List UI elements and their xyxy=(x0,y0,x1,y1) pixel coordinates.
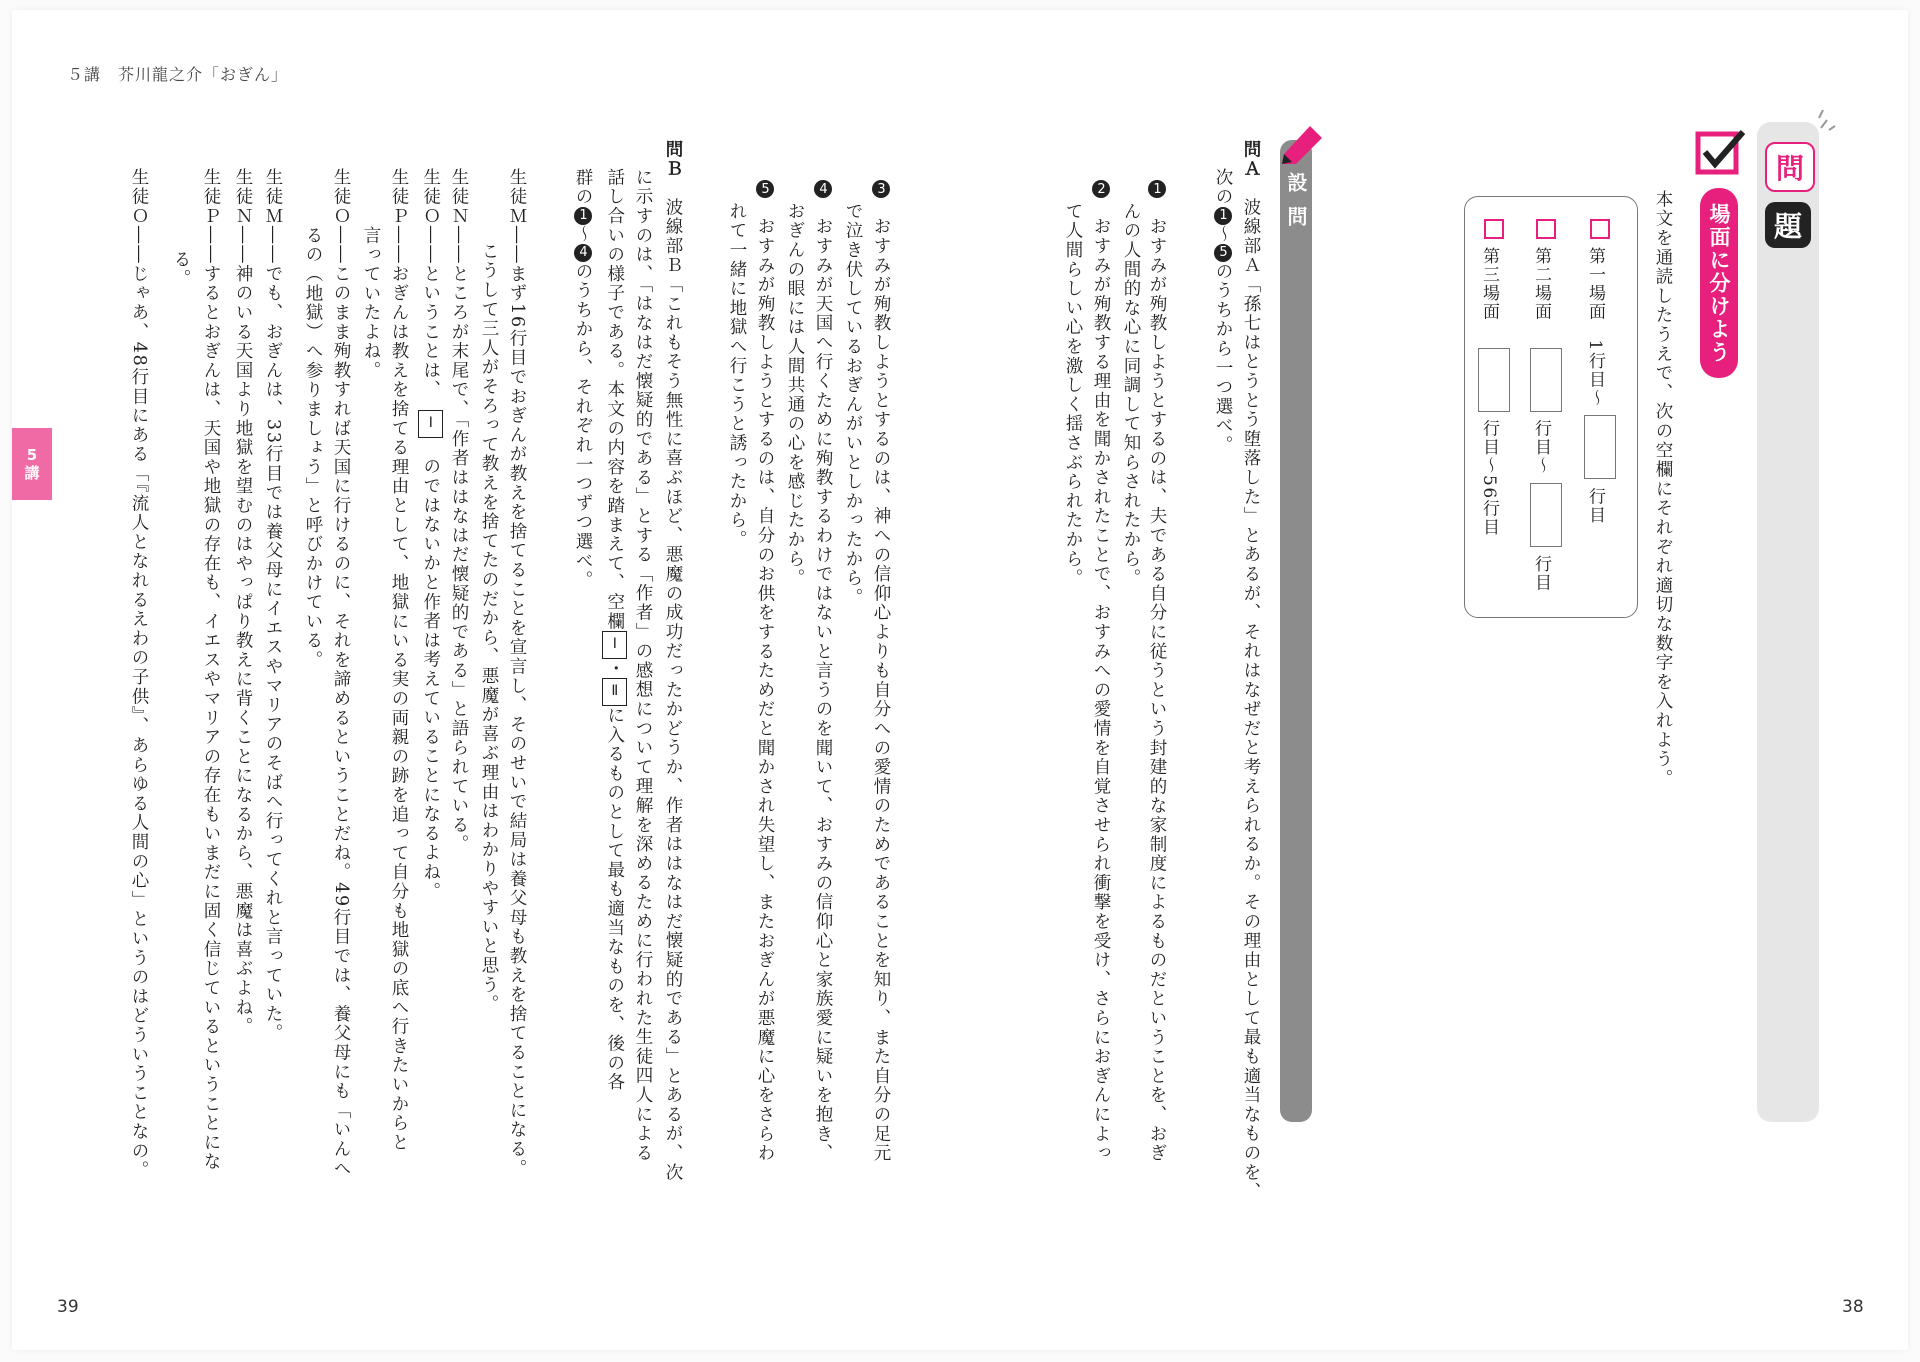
chapter-tab-label: 講 xyxy=(24,464,40,482)
dash: ―― xyxy=(420,225,441,265)
speaker-label: 生徒Ｎ xyxy=(233,168,253,226)
choice-number-icon: 3 xyxy=(872,180,890,198)
choice-a1-cont xyxy=(1120,202,1141,588)
scene-label: 第三場面 xyxy=(1479,247,1499,321)
choice-text: で泣き伏しているおぎんがいとしかったから。 xyxy=(843,202,863,608)
speaker-label: 生徒Ｐ xyxy=(389,168,409,226)
question-b-line-2 xyxy=(632,168,653,1163)
dialogue-line xyxy=(232,168,253,1037)
dialogue-text: るの（地獄）へ参りましょう」と呼びかけている。 xyxy=(303,226,323,670)
question-b-text: ・ xyxy=(604,659,625,679)
dash: ―― xyxy=(201,225,221,265)
dash: ―― xyxy=(263,225,283,265)
blank-box-1[interactable]: Ⅰ xyxy=(418,410,443,438)
question-a-line-2 xyxy=(1212,168,1233,455)
question-b-text: 波線部Ｂ「これもそう無性に喜ぶほど、悪魔の成功だったかどうか、作者ははなはだ懐疑的である」とあるが、次 xyxy=(663,197,683,1183)
dash: ―― xyxy=(507,225,527,265)
question-a-text: 次の xyxy=(1213,168,1233,207)
scene-split-pill: 場面に分けよう xyxy=(1700,188,1738,378)
speaker-label: 生徒Ｏ xyxy=(420,168,441,226)
question-b-text: 話し合いの様子である。本文の内容を踏まえて、空欄 xyxy=(604,168,625,632)
dialogue-text: 言っていたよね。 xyxy=(361,226,381,381)
dialogue-line xyxy=(418,168,443,901)
scene-text: 行目〜 xyxy=(1531,419,1551,475)
page-number-right: 38 xyxy=(1842,1297,1864,1317)
dialogue-line xyxy=(448,168,469,854)
speaker-label: 生徒Ｏ xyxy=(331,168,351,226)
scene-answer-box[interactable] xyxy=(1530,348,1562,412)
dialogue-line xyxy=(506,168,527,1178)
checkbox-check-icon xyxy=(1695,128,1747,180)
scene-answer-box[interactable] xyxy=(1530,483,1562,547)
dialogue-line xyxy=(478,242,499,1014)
speaker-label: 生徒Ｏ xyxy=(129,168,149,226)
choice-a5[interactable] xyxy=(754,180,775,1163)
scene-text: 行目 xyxy=(1585,487,1605,525)
speaker-label: 生徒Ｎ xyxy=(449,168,469,226)
choice-a3[interactable] xyxy=(870,180,891,1163)
setsumon-char: 問 xyxy=(1284,206,1308,240)
scene-row-2 xyxy=(1529,219,1562,592)
choice-text: おすみが殉教しようとするのは、自分のお供をするためだと聞かされ失望し、またおぎんが悪魔に心をさらわ xyxy=(755,217,775,1164)
running-head: ５講 芥川龍之介「おぎん」 xyxy=(67,65,289,84)
scene-text: 行目〜56行目 xyxy=(1479,419,1499,537)
choice-a5-cont xyxy=(726,202,747,549)
choice-a4[interactable] xyxy=(812,180,833,1163)
question-b-line-1 xyxy=(662,140,683,1182)
question-b-text: に入るものとして最も適当なものを、後の各 xyxy=(604,706,625,1093)
question-b-text: 〜 xyxy=(573,224,593,244)
question-a-text: 波線部Ａ「孫七はとうとう堕落した」とあるが、それはなぜだと考えられるか。その理由として最も適当なものを、 xyxy=(1241,197,1261,1202)
dialogue-line xyxy=(302,226,323,670)
mondai-bar xyxy=(1757,122,1819,1122)
scene-text: 〜 xyxy=(1585,388,1605,408)
dialogue-text: る。 xyxy=(171,250,191,289)
scene-text: 行目 xyxy=(1531,555,1551,592)
dialogue-text: 神のいる天国より地獄を望むのはやっぱり教えに背くことになるから、悪魔は喜ぶよね。 xyxy=(233,264,253,1037)
scene-answer-frame xyxy=(1464,196,1638,618)
dialogue-line xyxy=(200,168,221,1172)
dialogue-text: のではないかと作者は考えていることになるよね。 xyxy=(420,457,441,902)
choice-text: おすみが殉教しようとするのは、夫である自分に従うという封建的な家制度によるものだということを、おぎ xyxy=(1147,217,1167,1164)
choice-a3-cont xyxy=(842,202,863,607)
question-b-text: のうちから、それぞれ一つずつ選べ。 xyxy=(573,261,593,591)
dialogue-line xyxy=(360,226,381,380)
choice-text: おすみが殉教する理由を聞かされたことで、おすみへの愛情を自覚させられ衝撃を受け、さらにおぎんによっ xyxy=(1091,217,1111,1164)
choice-number-icon: 1 xyxy=(1148,180,1166,198)
dash: ―― xyxy=(331,225,351,265)
dialogue-line xyxy=(170,250,191,289)
choice-number-icon: 5 xyxy=(1214,244,1232,262)
dialogue-text: ということは、 xyxy=(420,264,441,391)
scene-row-3 xyxy=(1477,219,1510,537)
chapter-side-tab xyxy=(12,428,52,500)
choice-number-icon: 2 xyxy=(1092,180,1110,198)
choice-text: おぎんの眼には人間共通の心を感じたから。 xyxy=(785,202,805,588)
scene-checkbox[interactable] xyxy=(1484,219,1504,239)
chapter-tab-number: 5 xyxy=(26,446,38,464)
question-a-text: のうちから一つ選べ。 xyxy=(1213,261,1233,455)
dialogue-line xyxy=(388,168,409,1152)
question-b-text: に示すのは、「はなはだ懐疑的である」とする「作者」の感想について理解を深めるために行われた生徒四人による xyxy=(633,168,653,1163)
dialogue-line xyxy=(262,168,283,1043)
dash: ―― xyxy=(449,225,469,265)
dialogue-text: でも、おぎんは、33行目では養父母にイエスやマリアのそばへ行ってくれと言っていた。 xyxy=(263,264,283,1044)
question-a-label: 問Ａ xyxy=(1241,140,1261,179)
scene-answer-box[interactable] xyxy=(1478,348,1510,412)
dash: ―― xyxy=(129,225,149,265)
scene-checkbox[interactable] xyxy=(1590,219,1610,239)
dialogue-line xyxy=(128,168,149,1180)
mondai-badge: 問 xyxy=(1765,142,1815,192)
question-a-text: 〜 xyxy=(1213,224,1233,244)
mondai-instruction: 本文を通読したうえで、次の空欄にそれぞれ適切な数字を入れよう。 xyxy=(1653,190,1673,789)
dialogue-text: おぎんは教えを捨てる理由として、地獄にいる実の両親の跡を追って自分も地獄の底へ行きたいからと xyxy=(389,264,409,1153)
scene-answer-box[interactable] xyxy=(1584,415,1616,479)
speaker-label: 生徒Ｐ xyxy=(201,168,221,226)
pencil-icon xyxy=(1280,120,1328,166)
dialogue-text: こうして三人がそろって教えを捨てたのだから、悪魔が喜ぶ理由はわかりやすいと思う。 xyxy=(479,242,499,1014)
setsumon-char: 設 xyxy=(1284,172,1308,206)
choice-a2-cont xyxy=(1062,202,1083,588)
scene-label: 第二場面 xyxy=(1531,247,1551,321)
dialogue-text: じゃあ、48行目にある「『流人となれるえわの子供』、あらゆる人間の心」というのはどういうことなの。 xyxy=(129,264,149,1180)
choice-number-icon: 4 xyxy=(814,180,832,198)
dash: ―― xyxy=(233,225,253,265)
choice-text: おすみが殉教しようとするのは、神への信仰心よりも自分への愛情のためであることを知り、また自分の足元 xyxy=(871,217,891,1164)
choice-number-icon: 1 xyxy=(574,207,592,225)
question-b-label: 問Ｂ xyxy=(663,140,683,179)
question-b-text: 群の xyxy=(573,168,593,207)
book-spread xyxy=(12,10,1908,1350)
question-a-line-1 xyxy=(1240,140,1261,1202)
choice-a2[interactable] xyxy=(1090,180,1111,1163)
dialogue-text: ところが末尾で、「作者ははなはだ懐疑的である」と語られている。 xyxy=(449,264,469,855)
blank-box-2[interactable]: Ⅱ xyxy=(602,678,627,706)
choice-a4-cont xyxy=(784,202,805,588)
question-b-line-3 xyxy=(602,168,627,1092)
setsumon-bar xyxy=(1280,140,1312,1122)
dialogue-text: このまま殉教すれば天国に行けるのに、それを諦めるということだね。49行目では、養父母にも「いんへ xyxy=(331,264,351,1179)
choice-number-icon: 1 xyxy=(1214,207,1232,225)
choice-number-icon: 4 xyxy=(574,244,592,262)
choice-text: れて一緒に地獄へ行こうと誘ったから。 xyxy=(727,202,747,550)
blank-box-1[interactable]: Ⅰ xyxy=(602,631,627,659)
scene-text: 1行目 xyxy=(1585,339,1605,389)
setsumon-heading xyxy=(1284,172,1308,240)
choice-text: んの人間的な心に同調して知らされたから。 xyxy=(1121,202,1141,588)
scene-label: 第一場面 xyxy=(1585,247,1605,321)
choice-text: て人間らしい心を激しく揺さぶられたから。 xyxy=(1063,202,1083,588)
page-number-left: 39 xyxy=(57,1297,79,1317)
dialogue-line xyxy=(330,168,351,1178)
speaker-label: 生徒Ｍ xyxy=(507,168,527,226)
dialogue-text: するとおぎんは、天国や地獄の存在も、イエスやマリアの存在もいまだに固く信じているということにな xyxy=(201,264,221,1172)
sparkle-icon xyxy=(1817,108,1843,134)
scene-row-1 xyxy=(1583,219,1616,524)
question-b-line-4 xyxy=(572,168,593,590)
dash: ―― xyxy=(389,225,409,265)
choice-text: おすみが天国へ行くために殉教するわけではないと言うのを聞いて、おすみの信仰心と家族愛に疑いを抱き、 xyxy=(813,217,833,1164)
choice-a1[interactable] xyxy=(1146,180,1167,1163)
choice-number-icon: 5 xyxy=(756,180,774,198)
mondai-badge-2: 題 xyxy=(1765,202,1811,248)
speaker-label: 生徒Ｍ xyxy=(263,168,283,226)
dialogue-text: まず16行目でおぎんが教えを捨てることを宣言し、そのせいで結局は養父母も教えを捨てることになる。 xyxy=(507,264,527,1179)
scene-checkbox[interactable] xyxy=(1536,219,1556,239)
